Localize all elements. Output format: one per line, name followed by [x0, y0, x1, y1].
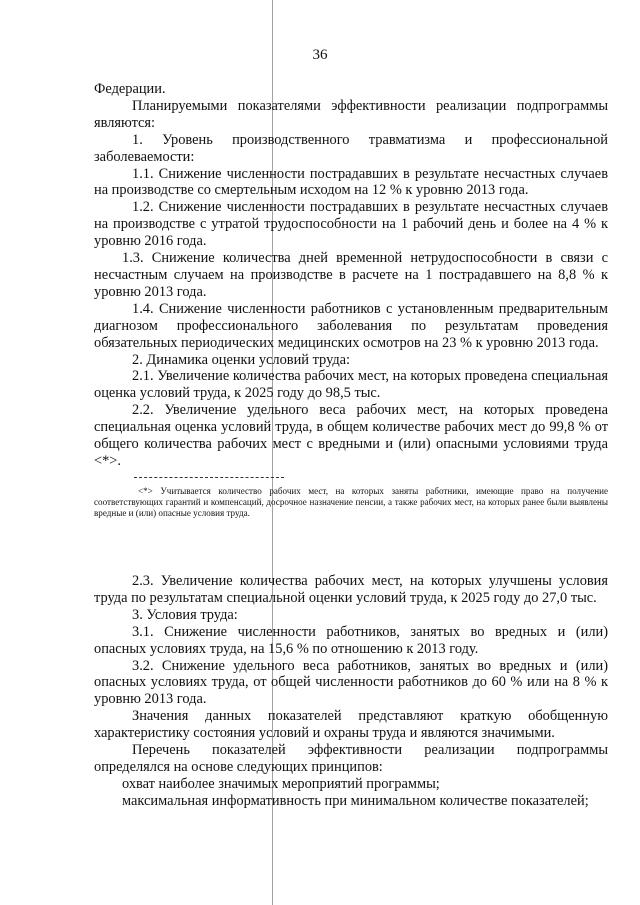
- paragraph: Планируемыми показателями эффективности реализации подпрограммы являются:: [94, 97, 608, 131]
- paragraph: Перечень показателей эффективности реализации подпрограммы определялся на основе следующих принципов:: [94, 742, 608, 775]
- page-number: 36: [312, 47, 328, 63]
- main-text-top: [94, 81, 608, 520]
- paragraph: максимальная информативность при минимальном количестве показателей;: [122, 792, 589, 809]
- paragraph: 2.2. Увеличение удельного веса рабочих мест, на которых проведена специальная оценка условий труда, в общем количестве рабочих мест до 99,8 % от общего количества рабочих мест с вредными и (или) опасными условиями труда <*>.: [94, 402, 608, 469]
- paragraph: 3.1. Снижение численности работников, занятых во вредных и (или) опасных условиях труда, на 15,6 % по отношению к 2013 году.: [94, 623, 608, 657]
- paragraph: 2. Динамика оценки условий труда:: [132, 351, 351, 368]
- paragraph: 1.1. Снижение численности пострадавших в результате несчастных случаев на производстве со смертельным исходом на 12 % к уровню 2013 года.: [94, 165, 608, 199]
- paragraph: 1.3. Снижение количества дней временной нетрудоспособности в связи с несчастным случаем на производстве в расчете на 1 пострадавшего на 8,8 % к уровню 2013 года.: [94, 250, 608, 300]
- footnote: <*> Учитывается количество рабочих мест, на которых заняты работники, имеющие право на получение соответствующих гарантий и компенсаций, досрочное назначение пенсии, а также рабочих мест, на которых ранее были выявлены вредные и (или) опасные условия труда.: [94, 485, 608, 519]
- paragraph: Значения данных показателей представляют краткую обобщенную характеристику состояния условий и охраны труда и являются значимыми.: [94, 708, 608, 742]
- paragraph: 3.2. Снижение удельного веса работников, занятых во вредных и (или) опасных условиях труда, от общей численности работников до 60 % или на 8 % к уровню 2013 года.: [94, 657, 608, 708]
- paragraph: 2.1. Увеличение количества рабочих мест, на которых проведена специальная оценка условий труда, к 2025 году до 98,5 тыс.: [94, 368, 608, 402]
- paragraph: Федерации.: [94, 81, 166, 97]
- main-text-bottom: [94, 573, 608, 810]
- paragraph: 1.4. Снижение численности работников с установленным предварительным диагнозом профессионального заболевания по результатам проведения обязательных периодических медицинских осмотров на 23 % к уровню 2013 года.: [94, 300, 608, 351]
- paragraph: 1.2. Снижение численности пострадавших в результате несчастных случаев на производстве с утратой трудоспособности на 1 рабочий день и более на 4 % к уровню 2016 года.: [94, 199, 608, 250]
- paragraph: 1. Уровень производственного травматизма и профессиональной заболеваемости:: [94, 131, 608, 165]
- paragraph: 2.3. Увеличение количества рабочих мест, на которых улучшены условия труда по результатам специальной оценки условий труда, к 2025 году до 27,0 тыс.: [94, 573, 608, 606]
- paragraph: охват наиболее значимых мероприятий программы;: [122, 775, 440, 792]
- paragraph: 3. Условия труда:: [132, 606, 238, 623]
- footnote-separator: [134, 477, 284, 478]
